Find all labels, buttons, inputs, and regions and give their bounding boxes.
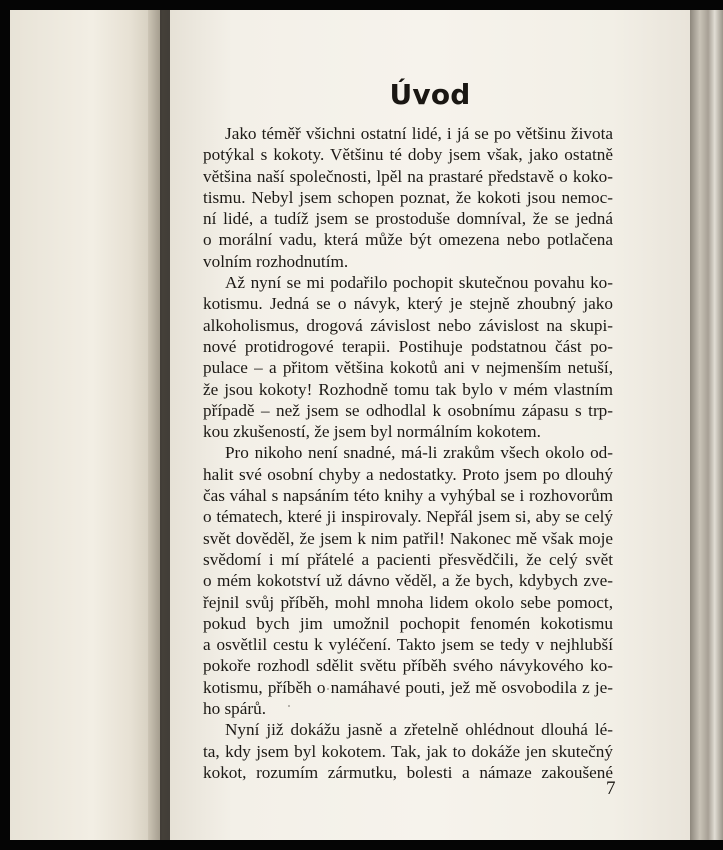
text-line: o mém kokotství už dávno věděl, a že bych, kdybych zve- (203, 571, 613, 591)
left-page (10, 10, 160, 840)
text-line: tismu. Nebyl jsem schopen poznat, že kokoti jsou nemoc- (203, 187, 613, 207)
text-line: pulace – a přitom většina kokotů ani v nejmenším netuší, (203, 358, 613, 378)
text-line: Pro nikoho není snadné, má-li zrakům všech okolo od- (225, 443, 613, 463)
text-line: případě – než jsem se odhodlal k osobnímu zápasu s trp- (203, 400, 613, 420)
text-line: a osvětlil cestu k vyléčení. Takto jsem se tedy v nejhlubší (203, 635, 613, 655)
page-edge-stack (690, 10, 723, 840)
text-line: Jako téměř všichni ostatní lidé, i já se po většinu života (225, 124, 613, 143)
text-line: ta, kdy jsem byl kokotem. Tak, jak to dokáže jen skutečný (203, 741, 613, 761)
text-line: volním rozhodnutím. (203, 251, 349, 271)
paragraph-2 (203, 272, 613, 442)
text-line: pokud bych jim umožnil pochopit fenomén kokotismu (203, 613, 613, 633)
text-line: řejnil svůj příběh, mohl mnoha lidem okolo sebe pomoct, (203, 592, 613, 612)
text-line: svědomí i mí přátelé a pacienti přesvědčili, že celý svět (203, 549, 613, 569)
text-line: většina naší společnosti, lpěl na prastaré představě o koko- (203, 166, 613, 186)
text-line: čas váhal s napsáním této knihy a vyhýbal se i rozhovorům (203, 486, 613, 506)
text-line: potýkal s kokoty. Většinu té doby jsem však, jako ostatně (203, 145, 613, 165)
text-line: halit své osobní chyby a nedostatky. Proto jsem po dlouhý (203, 464, 613, 484)
paper-speck (571, 771, 573, 773)
paragraph-3 (203, 442, 613, 719)
text-line: o tématech, které ji inspirovaly. Nepřál jsem si, aby se celý (203, 507, 613, 527)
text-line: nové protidrogové terapii. Postihuje podstatnou část po- (203, 336, 613, 356)
text-line: Nyní již dokážu jasně a zřetelně ohlédnout dlouhá lé- (225, 720, 613, 740)
text-line: ní lidé, a tudíž jsem se prostoduše domníval, že se jedná (203, 209, 613, 229)
text-line: pokoře rozhodl sdělit světu příběh svého návykového ko- (203, 656, 613, 676)
text-line: kotismu, příběh o namáhavé pouti, jež mě osvobodila z je- (203, 677, 613, 697)
paragraph-4 (203, 719, 613, 783)
text-line: alkoholismus, drogová závislost nebo závislost na skupi- (203, 315, 613, 335)
text-line: svět dověděl, že jsem k nim patřil! Nakonec mě však moje (203, 528, 613, 548)
paper-speck (327, 688, 329, 690)
paper-speck (288, 705, 290, 707)
text-line: kotismu. Jedná se o návyk, který je stejně zhoubný jako (203, 294, 613, 314)
text-line: kokot, rozumím zármutku, bolesti a námaze zakoušené (203, 762, 613, 782)
text-line: že jsou kokoty! Rozhodně tomu tak bylo v mém vlastním (203, 379, 613, 399)
chapter-title: Úvod (389, 78, 471, 111)
paragraph-1 (203, 123, 613, 272)
text-line: ho spárů. (203, 699, 267, 719)
body-text (203, 123, 613, 783)
text-line: o morální vadu, která může být omezena nebo potlačena (203, 230, 613, 250)
page-number: 7 (606, 778, 616, 799)
text-line: Až nyní se mi podařilo pochopit skutečnou povahu ko- (225, 273, 613, 293)
text-line: kou zkušeností, že jsem byl normálním kokotem. (203, 422, 541, 442)
